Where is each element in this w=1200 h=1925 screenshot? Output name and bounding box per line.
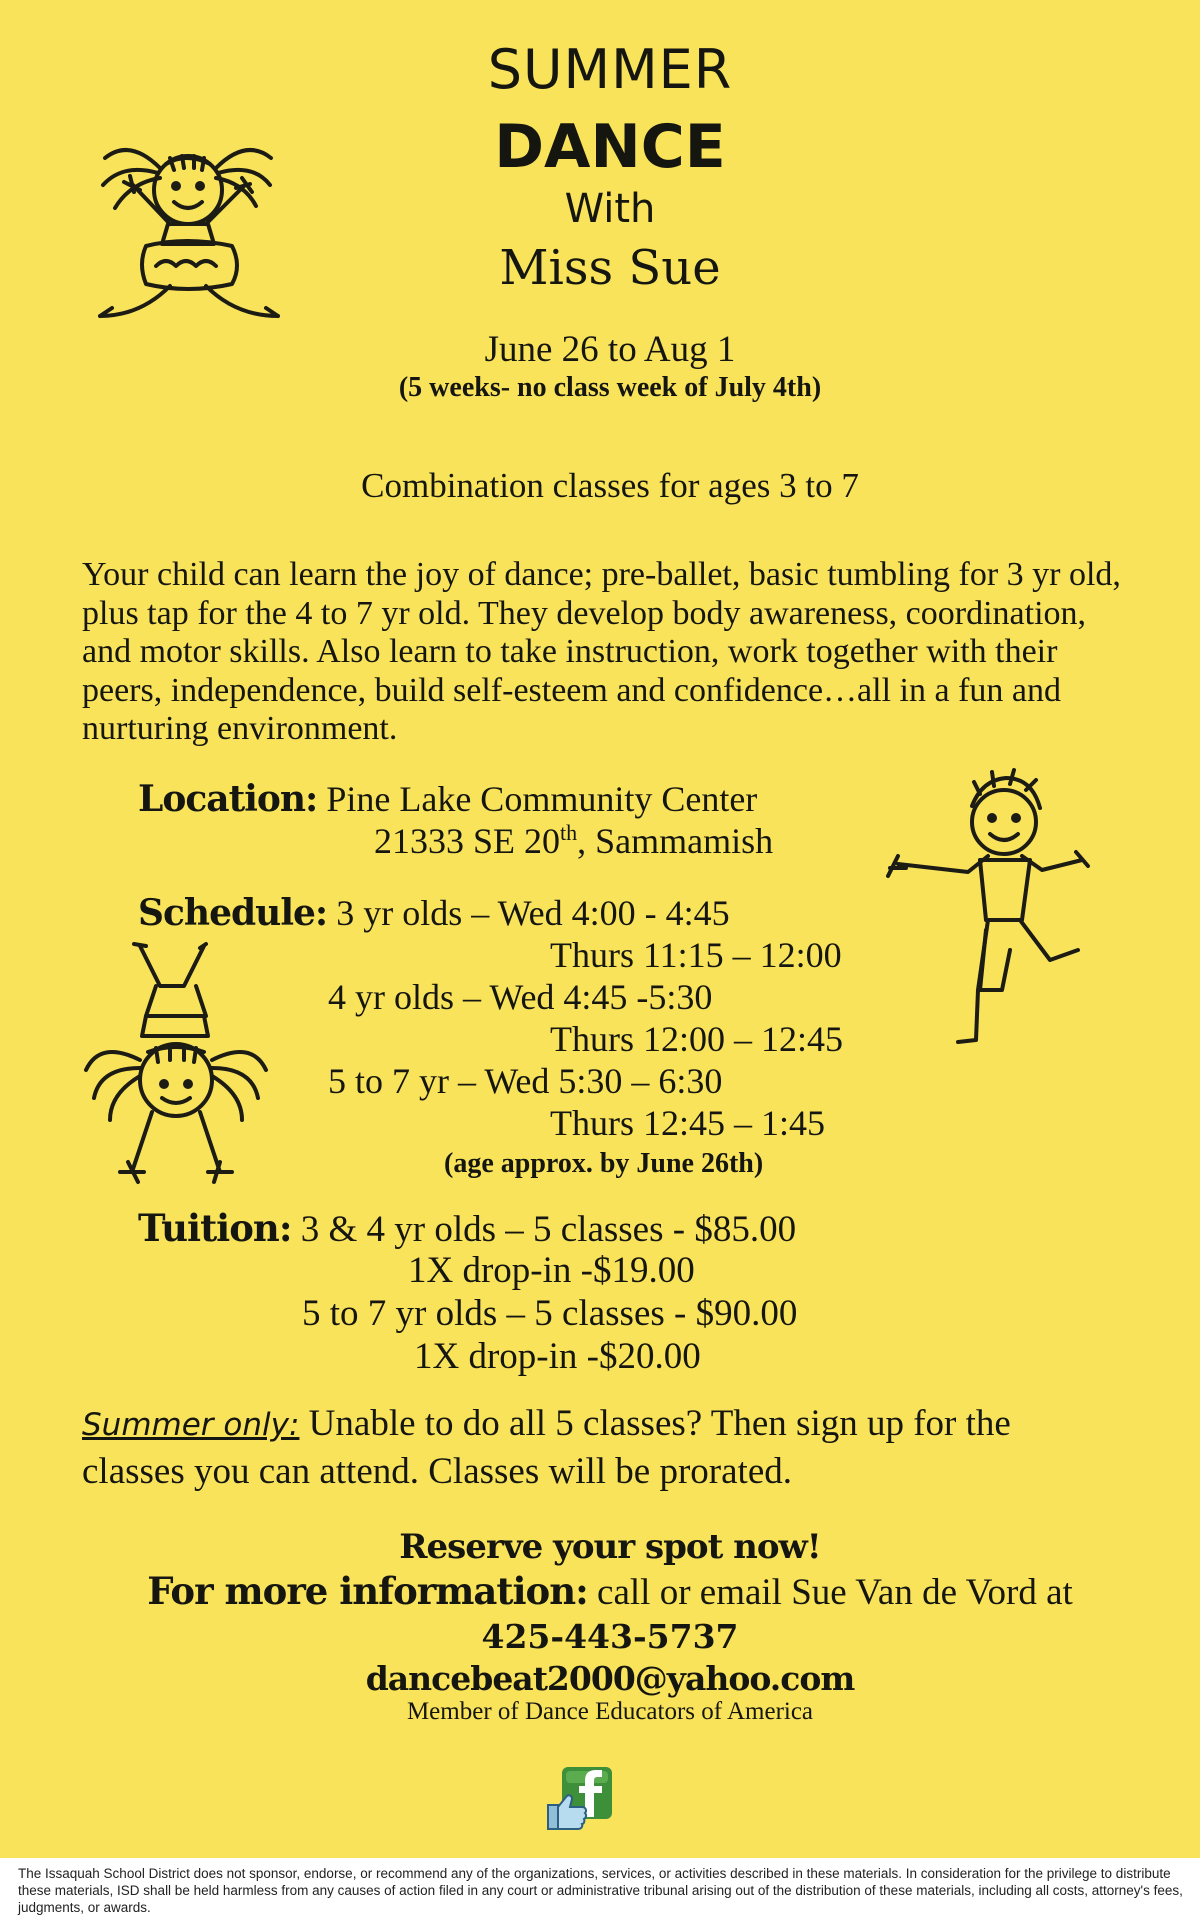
summer-only-label: Summer only: [82, 1407, 300, 1443]
tuition-3-4yr: 3 & 4 yr olds – 5 classes - $85.00 [300, 1209, 797, 1250]
phone-number[interactable]: 425-443-5737 [481, 1617, 739, 1656]
summer-only-text: Unable to do all 5 classes? Then sign up for the [299, 1403, 1011, 1444]
schedule-3yr-thurs: Thurs 11:15 – 12:00 [550, 935, 842, 975]
title-dance: DANCE [494, 112, 726, 182]
address-number: 21333 SE 20 [374, 821, 561, 861]
schedule-4yr-thurs: Thurs 12:00 – 12:45 [550, 1019, 843, 1059]
boy-doodle-illustration [880, 760, 1100, 1060]
location-line [138, 778, 757, 820]
schedule-5to7-wed: 5 to 7 yr – Wed 5:30 – 6:30 [328, 1061, 723, 1101]
summer-only-line [82, 1402, 1011, 1445]
combination-classes: Combination classes for ages 3 to 7 [361, 466, 859, 505]
location-venue: Pine Lake Community Center [326, 779, 758, 819]
tuition-3-4yr-dropin: 1X drop-in -$19.00 [408, 1250, 695, 1291]
more-info-line [0, 1569, 1200, 1614]
schedule-5to7-thurs: Thurs 12:45 – 1:45 [550, 1103, 825, 1143]
address-city: , Sammamish [577, 821, 774, 861]
girl-doodle-illustration [90, 128, 290, 348]
location-address [374, 820, 773, 862]
member-affiliation: Member of Dance Educators of America [406, 1698, 814, 1725]
more-info-label: For more information: [147, 1569, 588, 1613]
title-miss-sue: Miss Sue [499, 240, 721, 296]
tuition-label: Tuition: [138, 1206, 292, 1250]
schedule-label: Schedule: [138, 892, 328, 934]
description-paragraph: Your child can learn the joy of dance; pre-ballet, basic tumbling for 3 yr old, plus tap for the 4 to 7 yr old. They develop body awareness, coordination, and motor skills. Also learn to take instruction, work together with their peers, independence, build self-esteem and confidence…all in a fun and nurturing environment. [82, 556, 1121, 747]
facebook-thumbs-up-icon[interactable] [544, 1765, 622, 1833]
session-dates: June 26 to Aug 1 [484, 329, 736, 370]
session-dates-note: (5 weeks- no class week of July 4th) [398, 372, 822, 403]
disclaimer-footer: The Issaquah School District does not sponsor, endorse, or recommend any of the organizations, services, or activities described in these materials. In consideration for the privilege to distribute these materials, ISD shall be held harmless from any causes of action filed in any court or administrative tribunal arising out of the distribution of these materials, including all costs, attorney's fees, judgments, or awards. [18, 1866, 1183, 1915]
schedule-4yr-wed: 4 yr olds – Wed 4:45 -5:30 [328, 977, 713, 1017]
tuition-5-7yr-dropin: 1X drop-in -$20.00 [414, 1336, 701, 1377]
title-with: With [564, 186, 656, 232]
more-info-text: call or email Sue Van de Vord at [587, 1572, 1073, 1613]
reserve-callout: Reserve your spot now! [399, 1527, 821, 1567]
schedule-line [138, 892, 730, 934]
address-ordinal: th [560, 820, 578, 845]
schedule-age-note: (age approx. by June 26th) [444, 1148, 764, 1179]
handstand-kid-doodle-illustration [80, 940, 270, 1200]
title-summer: SUMMER [487, 38, 733, 101]
summer-only-text-2: classes you can attend. Classes will be prorated. [82, 1451, 792, 1492]
email-address[interactable]: dancebeat2000@yahoo.com [365, 1659, 855, 1698]
schedule-3yr-wed: 3 yr olds – Wed 4:00 - 4:45 [336, 893, 730, 933]
tuition-line [138, 1206, 796, 1251]
tuition-5-7yr: 5 to 7 yr olds – 5 classes - $90.00 [302, 1293, 798, 1334]
location-label: Location: [138, 778, 318, 820]
